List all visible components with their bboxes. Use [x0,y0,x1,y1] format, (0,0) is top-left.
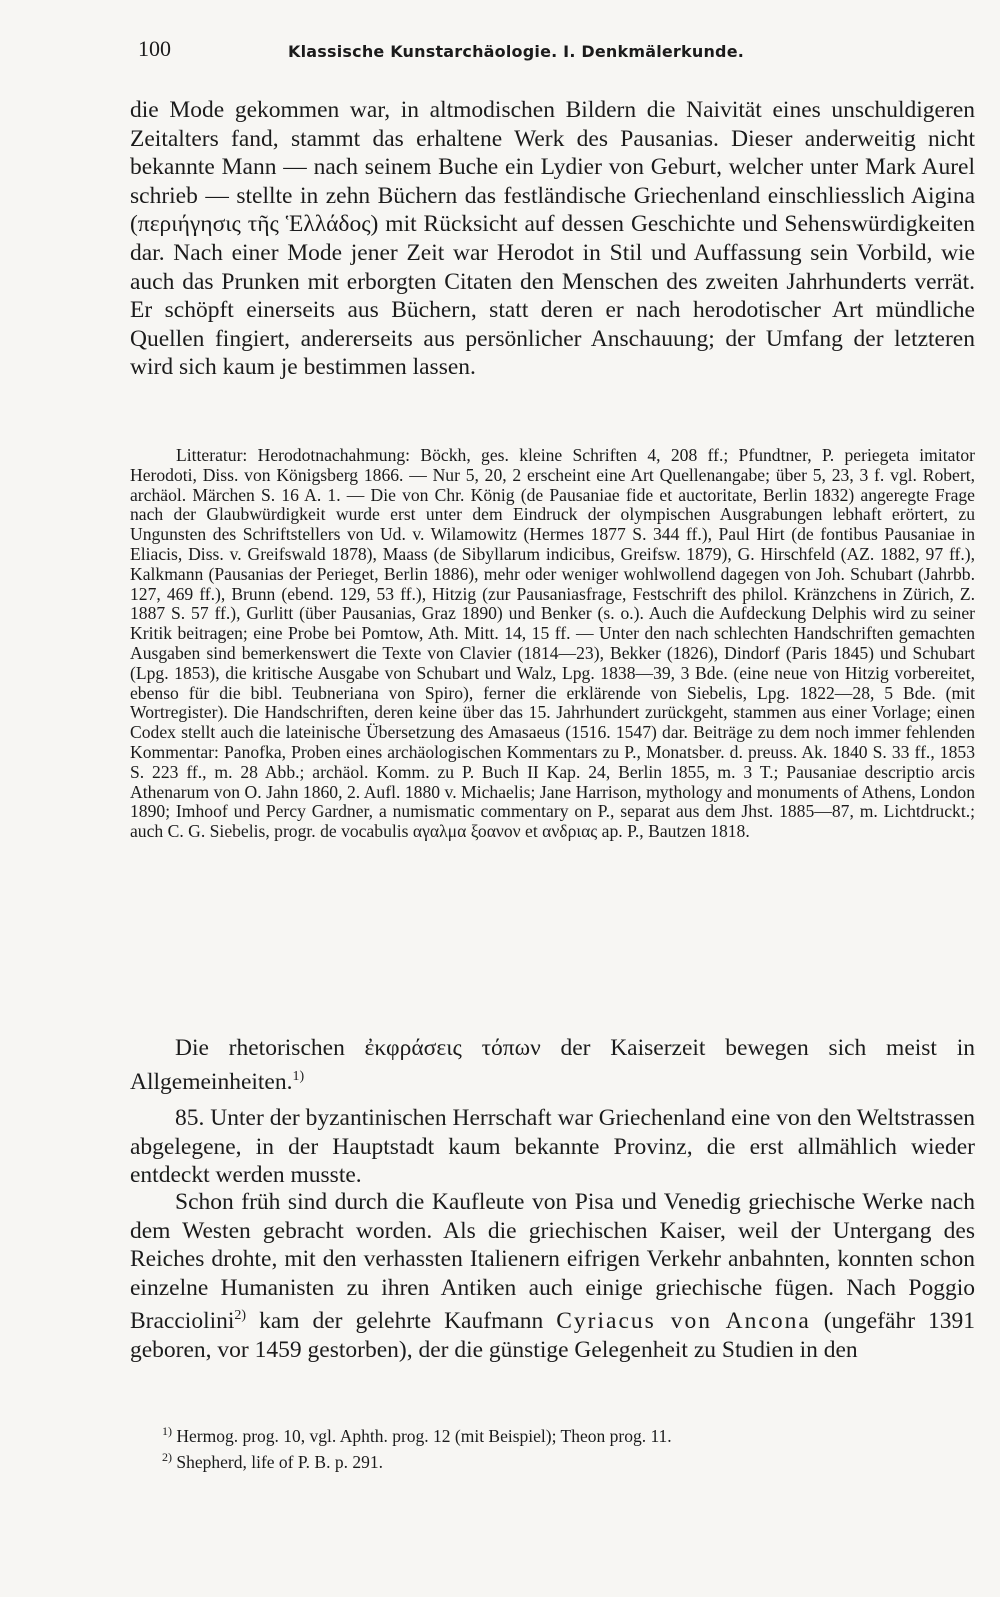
footnote-ref: 2) [234,1308,247,1324]
paragraph-text: Unter der byzantinischen Herrschaft war Griechenland eine von den Weltstrassen abgelegene, in der Hauptstadt kaum bekannte Provinz, die erst allmählich wieder entdeckt werden musste. [130,1105,975,1189]
person-name: Cyriacus von Ancona [556,1308,811,1335]
paragraph-text-middle: kam der gelehrte Kaufmann [259,1308,544,1335]
footnote [162,1447,952,1473]
section-number: 85. [175,1105,205,1131]
paragraph-pisa-venice [130,1188,975,1364]
footnote-marker: 1) [162,1424,172,1438]
footnote-text: Shepherd, life of P. B. p. 291. [176,1451,383,1472]
footnotes [162,1421,952,1473]
paragraph-pausanias [130,96,975,382]
footnote-marker: 2) [162,1449,172,1464]
footnote-text: Hermog. prog. 10, vgl. Aphth. prog. 12 (mit Beispiel); Theon prog. 11. [176,1425,672,1446]
paragraph-text: Schon früh sind durch die Kaufleute von Pisa und Venedig griechische Werke nach dem Westen gebracht worden. Als die griechischen Kaiser, weil der Untergang des Reiches drohte, mit den verhassten Italienern eifrigen Verkehr anbahnten, konnten schon einzelne Humanisten zu ihren Antiken auch einige griechische fügen. Nach Poggio Bracciolini [130,1189,975,1335]
footnote-ref: 1) [292,1068,305,1084]
paragraph-text: Die rhetorischen ἐκφράσεις τόπων der Kaiserzeit bewegen sich meist in Allgemeinheiten. [130,1035,975,1095]
literature-block [130,446,975,842]
paragraph-rhetoric [130,1034,975,1096]
running-title: Klassische Kunstarchäologie. I. Denkmälerkunde. [288,42,745,61]
page-number: 100 [138,36,171,61]
footnote [162,1421,952,1447]
page-header [138,36,838,62]
literature-text: Litteratur: Herodotnachahmung: Böckh, ges. kleine Schriften 4, 208 ff.; Pfundtner, P. periegeta imitator Herodoti, Diss. von Königsberg 1866. — Nur 5, 20, 2 erscheint eine Art Quellenangabe; über 5, 23, 3 f. vgl. Robert, archäol. Märchen S. 16 A. 1. — Die von Chr. König (de Pausaniae fide et auctoritate, Berlin 1832) angeregte Frage nach der Glaubwürdigkeit wurde erst unter dem Eindruck der olympischen Ausgrabungen lebhaft erörtert, zu Ungunsten des Schriftstellers von Ud. v. Wilamowitz (Hermes 1877 S. 344 ff.), Paul Hirt (de fontibus Pausaniae in Eliacis, Diss. v. Greifswald 1878), Maass (de Sibyllarum indicibus, Greifsw. 1879), G. Hirschfeld (AZ. 1882, 97 ff.), Kalkmann (Pausanias der Perieget, Berlin 1886), mehr oder weniger wohlwollend dagegen von Joh. Schubart (Jahrbb. 127, 469 ff.), Brunn (ebend. 129, 53 ff.), Hitzig (zur Pausaniasfrage, Festschrift des philol. Kränzchens in Zürich, Z. 1887 S. 57 ff.), Gurlitt (über Pausanias, Graz 1890) und Benker (s. o.). Auch die Aufdeckung Delphis wird zu seiner Kritik beitragen; eine Probe bei Pomtow, Ath. Mitt. 14, 15 ff. — Unter den nach schlechten Handschriften gemachten Ausgaben sind bemerkenswert die Texte von Clavier (1814—23), Bekker (1826), Dindorf (Paris 1845) und Schubart (Lpg. 1853), die kritische Ausgabe von Schubart und Walz, Lpg. 1838—39, 3 Bde. (eine neue von Hitzig vorbereitet, ebenso für die bibl. Teubneriana von Spiro), ferner die erklärende von Siebelis, Lpg. 1822—28, 5 Bde. (mit Wortregister). Die Handschriften, deren keine über das 15. Jahrhundert zurückgeht, stammen aus einer Vorlage; einen Codex stellt auch die lateinische Übersetzung des Amasaeus (1516. 1547) dar. Beiträge zu dem noch immer fehlenden Kommentar: Panofka, Proben eines archäologischen Kommentars zu P., Monatsber. d. preuss. Ak. 1840 S. 33 ff., 1853 S. 223 ff., m. 28 Abb.; archäol. Komm. zu P. Buch II Kap. 24, Berlin 1855, m. 3 T.; Pausaniae descriptio arcis Athenarum von O. Jahn 1860, 2. Aufl. 1880 v. Michaelis; Jane Harrison, mythology and monuments of Athens, London 1890; Imhoof und Percy Gardner, a numismatic commentary on P., separat aus dem Jhst. 1885—87, m. Lichtdruckt.; auch C. G. Siebelis, progr. de vocabulis αγαλμα ξοανον et ανδριας ap. P., Bautzen 1818. [130,445,975,842]
paragraph-text-end: (ungefähr 1391 geboren, vor 1459 gestorben), der die günstige Gelegenheit zu Studien in den [130,1308,976,1363]
paragraph-text: die Mode gekommen war, in altmodischen Bildern die Naivität eines unschuldigeren Zeitalters fand, stammt das erhaltene Werk des Pausanias. Dieser anderweitig nicht bekannte Mann — nach seinem Buche ein Lydier von Geburt, welcher unter Mark Aurel schrieb — stellte in zehn Büchern das festländische Griechenland einschliesslich Aigina (περιήγησις τῆς Ἑλλάδος) mit Rücksicht auf dessen Geschichte und Sehenswürdigkeiten dar. Nach einer Mode jener Zeit war Herodot in Stil und Auffassung sein Vorbild, wie auch das Prunken mit erborgten Citaten den Menschen des zweiten Jahrhunderts verrät. Er schöpft einerseits aus Büchern, statt deren er nach herodotischer Art mündliche Quellen fingiert, andererseits aus persönlicher Anschauung; der Umfang der letzteren wird sich kaum je bestimmen lassen. [130,97,975,381]
section-85 [130,1104,975,1190]
